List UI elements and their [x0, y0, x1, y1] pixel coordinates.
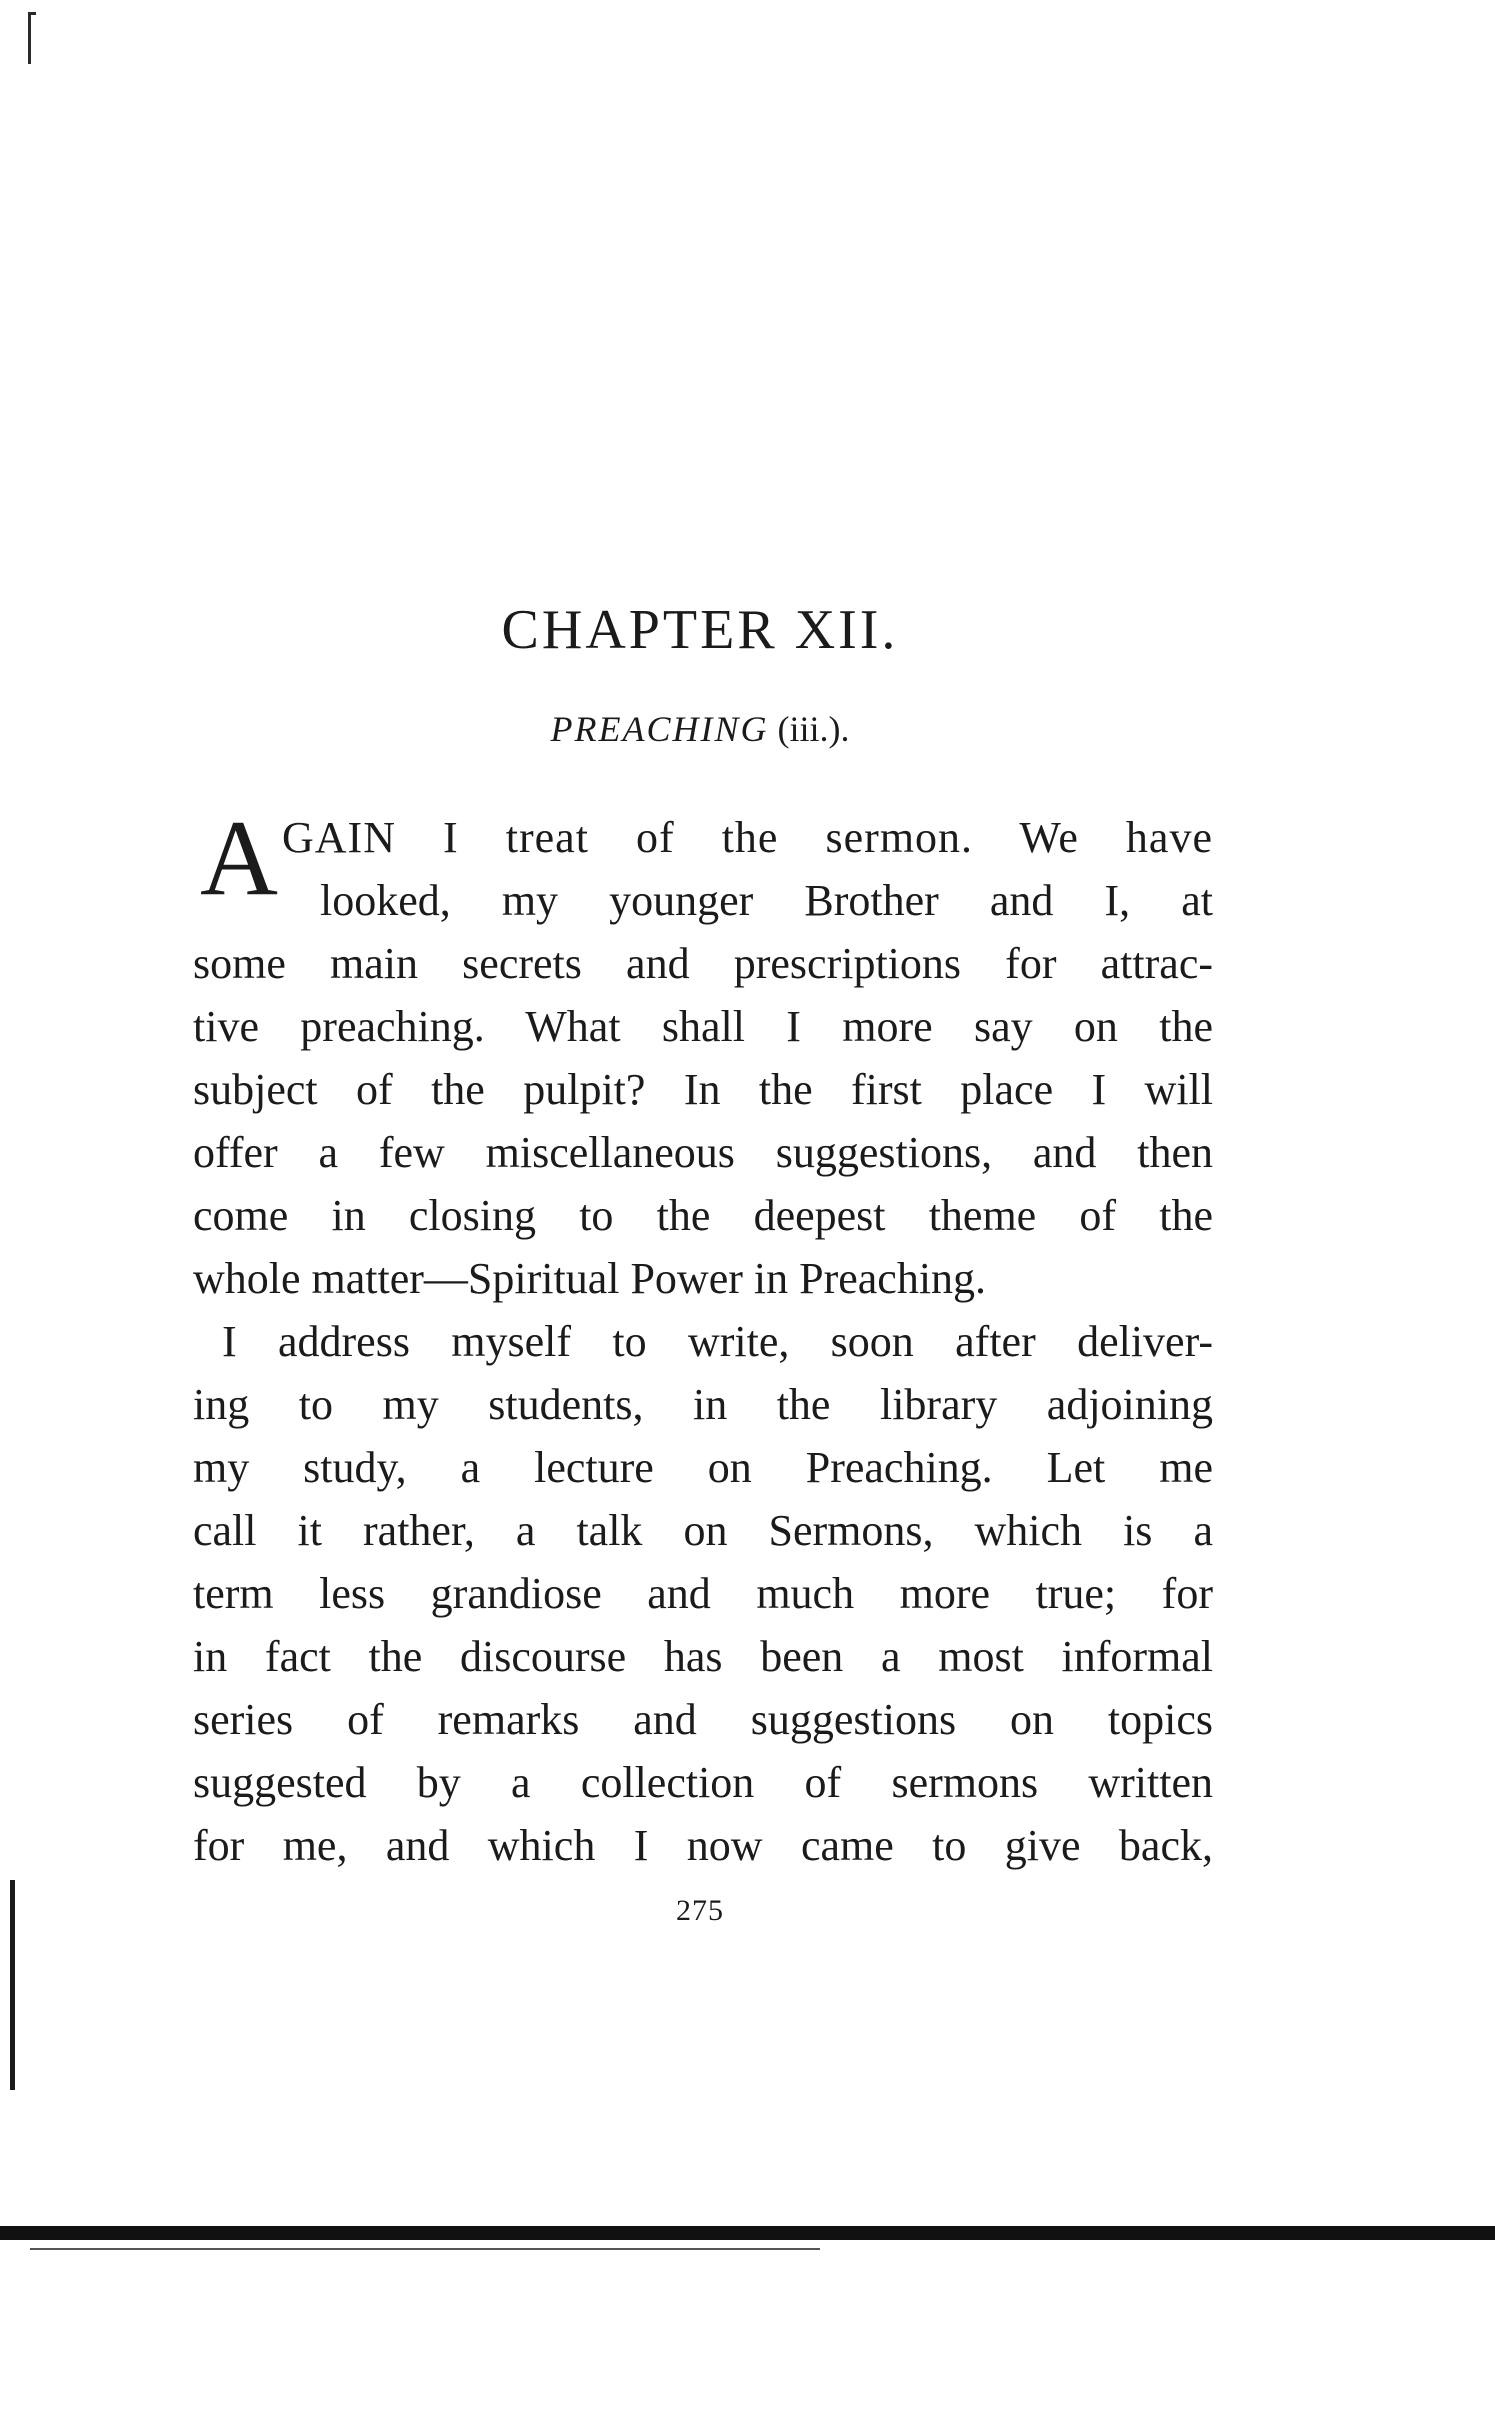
text-line: come in closing to the deepest theme of the	[193, 1191, 1213, 1240]
text-line: tive preaching. What shall I more say on the	[193, 1002, 1213, 1051]
chapter-heading: CHAPTER XII.	[501, 599, 899, 661]
scan-edge-shadow	[10, 1880, 15, 2090]
chapter-subtitle-title: PREACHING	[550, 709, 769, 749]
text-line: offer a few miscellaneous suggestions, and then	[193, 1128, 1213, 1177]
text-line: suggested by a collection of sermons written	[193, 1758, 1213, 1807]
text-line: in fact the discourse has been a most informal	[193, 1632, 1213, 1681]
scan-margin-mark	[28, 12, 31, 64]
text-line: call it rather, a talk on Sermons, which is a	[193, 1506, 1213, 1555]
text-line: ing to my students, in the library adjoining	[193, 1380, 1213, 1429]
text-line: looked, my younger Brother and I, at	[320, 876, 1213, 925]
text-line: whole matter—Spiritual Power in Preaching.	[193, 1254, 987, 1303]
text-line: term less grandiose and much more true; for	[193, 1569, 1213, 1618]
text-line: for me, and which I now came to give back,	[193, 1821, 1213, 1870]
text-line: my study, a lecture on Preaching. Let me	[193, 1443, 1213, 1492]
chapter-subtitle-part: (iii.).	[777, 709, 850, 749]
text-line: some main secrets and prescriptions for attrac-	[193, 939, 1213, 988]
text-line: subject of the pulpit? In the first place I will	[193, 1065, 1213, 1114]
scan-bottom-edge-thin	[30, 2248, 820, 2250]
text-line: series of remarks and suggestions on topics	[193, 1695, 1213, 1744]
chapter-subtitle	[0, 708, 1400, 750]
text-line: GAIN I treat of the sermon. We have	[282, 813, 1213, 862]
page-number: 275	[676, 1894, 724, 1927]
drop-cap-letter: A	[200, 799, 278, 918]
scan-bottom-edge	[0, 2226, 1495, 2240]
text-line: I address myself to write, soon after deliver-	[222, 1317, 1213, 1366]
